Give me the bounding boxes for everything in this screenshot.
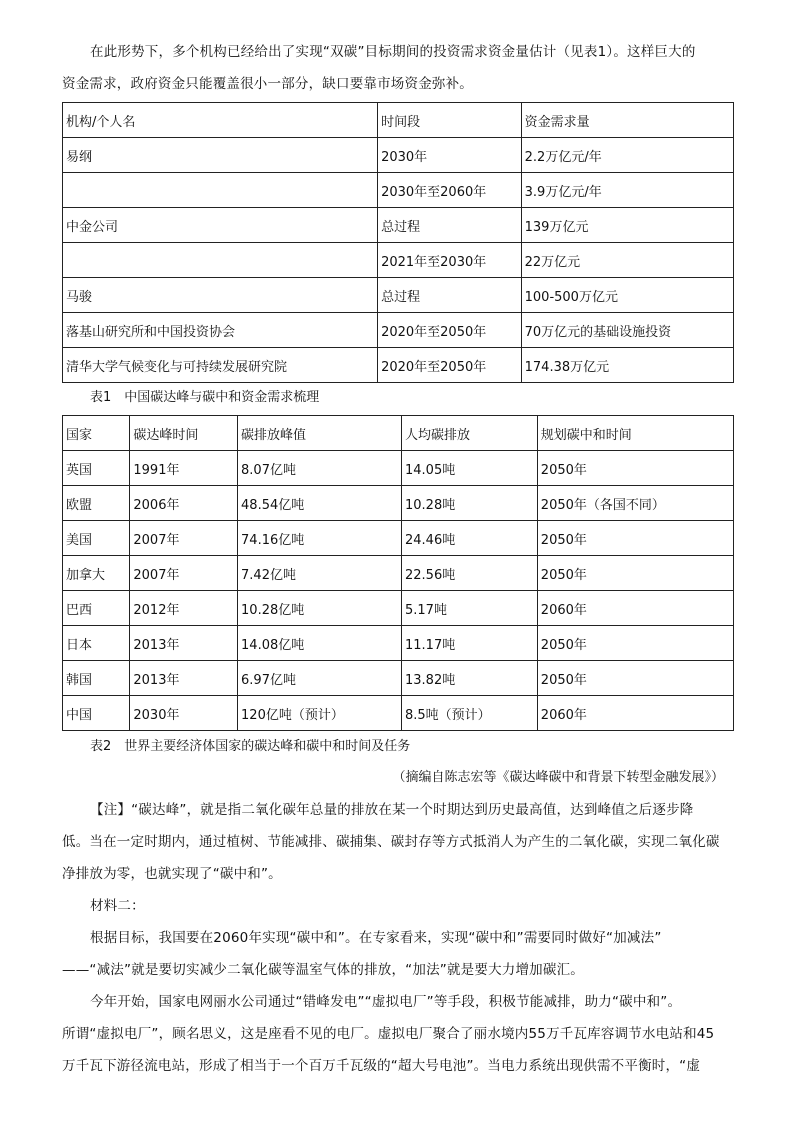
table-cell: 2050年（各国不同）: [537, 486, 733, 521]
material-2-p2-line-2: 所谓“虚拟电厂”，顾名思义，这是座看不见的电厂。虚拟电厂聚合了丽水境内55万千瓦库容调节水电站和45: [62, 1026, 715, 1042]
table-cell: 10.28吨: [402, 486, 538, 521]
table-header-row: [63, 103, 734, 138]
table-cell: 中金公司: [63, 208, 378, 243]
table-cell: 8.07亿吨: [238, 451, 402, 486]
table-row: [63, 138, 734, 173]
table-cell: 8.5吨（预计）: [402, 696, 538, 731]
table-row: [63, 521, 734, 556]
table-cell: 2030年: [378, 138, 522, 173]
table-header-cell: 人均碳排放: [402, 416, 538, 451]
table-row: [63, 313, 734, 348]
table-cell: 韩国: [63, 661, 130, 696]
table-cell: 落基山研究所和中国投资协会: [63, 313, 378, 348]
table-cell: [63, 173, 378, 208]
table-header-cell: 碳达峰时间: [130, 416, 238, 451]
note-line-3: 净排放为零，也就实现了“碳中和”。: [62, 866, 282, 882]
table-header-cell: 资金需求量: [521, 103, 733, 138]
table-cell: 英国: [63, 451, 130, 486]
table-cell: 2050年: [537, 521, 733, 556]
table-2-carbon-peak: [62, 415, 734, 731]
table-cell: 13.82吨: [402, 661, 538, 696]
table-cell: 马骏: [63, 278, 378, 313]
table-cell: 70万亿元的基础设施投资: [521, 313, 733, 348]
table-cell: 2050年: [537, 661, 733, 696]
table-cell: 2020年至2050年: [378, 348, 522, 383]
table-header-cell: 时间段: [378, 103, 522, 138]
intro-line-2: 资金需求，政府资金只能覆盖很小一部分，缺口要靠市场资金弥补。: [62, 76, 473, 92]
table-row: [63, 243, 734, 278]
table-cell: 2007年: [130, 556, 238, 591]
table-header-cell: 机构/个人名: [63, 103, 378, 138]
table-cell: 加拿大: [63, 556, 130, 591]
table-cell: 100-500万亿元: [521, 278, 733, 313]
table-cell: 2060年: [537, 696, 733, 731]
table-cell: 22.56吨: [402, 556, 538, 591]
table-header-cell: 规划碳中和时间: [537, 416, 733, 451]
table-cell: [63, 243, 378, 278]
table-cell: 日本: [63, 626, 130, 661]
table-header-cell: 国家: [63, 416, 130, 451]
material-2-heading: 材料二：: [90, 898, 145, 914]
material-2-p1-line-2: ——“减法”就是要切实减少二氧化碳等温室气体的排放，“加法”就是要大力增加碳汇。: [62, 962, 584, 978]
table-2-caption: 表2 世界主要经济体国家的碳达峰和碳中和时间及任务: [90, 739, 411, 754]
table-cell: 2012年: [130, 591, 238, 626]
table-cell: 120亿吨（预计）: [238, 696, 402, 731]
table-cell: 14.08亿吨: [238, 626, 402, 661]
table-cell: 2030年: [130, 696, 238, 731]
table-row: [63, 661, 734, 696]
table-cell: 清华大学气候变化与可持续发展研究院: [63, 348, 378, 383]
table-cell: 14.05吨: [402, 451, 538, 486]
table-1-caption: 表1 中国碳达峰与碳中和资金需求梳理: [90, 390, 320, 405]
table-row: [63, 173, 734, 208]
table-cell: 2060年: [537, 591, 733, 626]
table-row: [63, 556, 734, 591]
table-row: [63, 626, 734, 661]
table-row: [63, 451, 734, 486]
note-line-1: 【注】“碳达峰”，就是指二氧化碳年总量的排放在某一个时期达到历史最高值，达到峰值之后逐步降: [90, 802, 694, 818]
table-cell: 中国: [63, 696, 130, 731]
table-cell: 2013年: [130, 626, 238, 661]
material-2-p1-line-1: 根据目标，我国要在2060年实现“碳中和”。在专家看来，实现“碳中和”需要同时做好“加减法”: [90, 930, 662, 946]
source-citation: （摘编自陈志宏等《碳达峰碳中和背景下转型金融发展》）: [392, 770, 724, 785]
table-cell: 5.17吨: [402, 591, 538, 626]
table-cell: 24.46吨: [402, 521, 538, 556]
table-row: [63, 696, 734, 731]
table-header-row: [63, 416, 734, 451]
table-cell: 2013年: [130, 661, 238, 696]
table-header-cell: 碳排放峰值: [238, 416, 402, 451]
table-row: [63, 208, 734, 243]
table-row: [63, 348, 734, 383]
table-cell: 2050年: [537, 626, 733, 661]
table-cell: 2021年至2030年: [378, 243, 522, 278]
table-row: [63, 486, 734, 521]
table-cell: 74.16亿吨: [238, 521, 402, 556]
table-cell: 2006年: [130, 486, 238, 521]
note-line-2: 低。当在一定时期内，通过植树、节能减排、碳捕集、碳封存等方式抵消人为产生的二氧化碳，实现二氧化碳: [62, 834, 720, 850]
table-cell: 2030年至2060年: [378, 173, 522, 208]
table-cell: 欧盟: [63, 486, 130, 521]
table-cell: 2.2万亿元/年: [521, 138, 733, 173]
table-cell: 1991年: [130, 451, 238, 486]
table-cell: 总过程: [378, 278, 522, 313]
table-cell: 2050年: [537, 556, 733, 591]
table-cell: 总过程: [378, 208, 522, 243]
table-cell: 22万亿元: [521, 243, 733, 278]
table-cell: 174.38万亿元: [521, 348, 733, 383]
table-row: [63, 278, 734, 313]
table-cell: 139万亿元: [521, 208, 733, 243]
material-2-p2-line-1: 今年开始，国家电网丽水公司通过“错峰发电”“虚拟电厂”等手段，积极节能减排，助力“碳中和”。: [90, 994, 682, 1010]
table-cell: 48.54亿吨: [238, 486, 402, 521]
table-cell: 7.42亿吨: [238, 556, 402, 591]
material-2-p2-line-3: 万千瓦下游径流电站，形成了相当于一个百万千瓦级的“超大号电池”。当电力系统出现供需不平衡时，“虚: [62, 1058, 701, 1074]
table-cell: 易纲: [63, 138, 378, 173]
table-cell: 10.28亿吨: [238, 591, 402, 626]
table-cell: 巴西: [63, 591, 130, 626]
table-cell: 2050年: [537, 451, 733, 486]
table-cell: 美国: [63, 521, 130, 556]
table-row: [63, 591, 734, 626]
table-cell: 11.17吨: [402, 626, 538, 661]
table-cell: 3.9万亿元/年: [521, 173, 733, 208]
table-1-funding-needs: [62, 102, 734, 383]
intro-line-1: 在此形势下，多个机构已经给出了实现“双碳”目标期间的投资需求资金量估计（见表1）。这样巨大的: [90, 44, 696, 60]
table-cell: 2007年: [130, 521, 238, 556]
table-cell: 2020年至2050年: [378, 313, 522, 348]
table-cell: 6.97亿吨: [238, 661, 402, 696]
